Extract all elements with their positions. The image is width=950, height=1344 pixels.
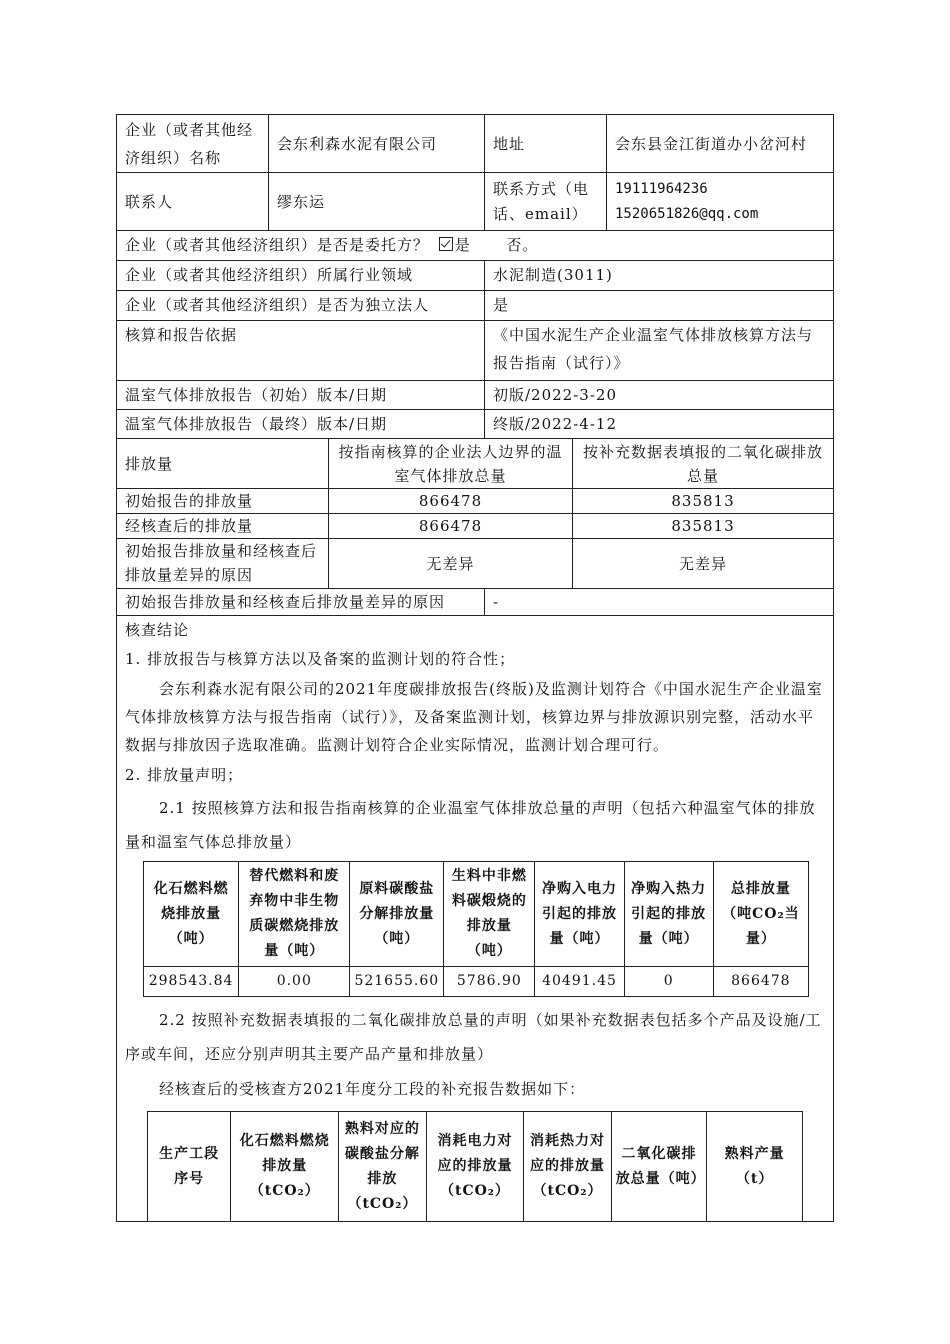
table22-header: 熟料产量（t） bbox=[707, 1112, 803, 1222]
org-value: 会东利森水泥有限公司 bbox=[277, 134, 438, 153]
initial-version-value: 初版/2022-3-20 bbox=[493, 386, 617, 404]
diff-col2: 无差异 bbox=[678, 554, 727, 573]
row-contact bbox=[117, 173, 833, 231]
table22-header: 熟料对应的碳酸盐分解排放（tCO₂） bbox=[339, 1112, 426, 1222]
table21-header: 原料碳酸盐分解排放量（吨） bbox=[350, 862, 444, 967]
emissions-breakdown-table bbox=[143, 861, 809, 997]
conclusion-title: 核查结论 bbox=[125, 621, 190, 639]
emissions-col2-header: 按补充数据表填报的二氧化碳排放总量 bbox=[582, 442, 823, 485]
entrusted-yes: 是 bbox=[454, 236, 471, 254]
industry-label: 企业（或者其他经济组织）所属行业领域 bbox=[125, 266, 414, 284]
conclusion-item1-body: 会东利森水泥有限公司的2021年度碳排放报告(终版)及监测计划符合《中国水泥生产企业温室气体排放核算方法与报告指南（试行）》，及备案监测计划，核算边界与排放源识别完整，活动水平数据与排放因子选取准确。监测计划符合企业实际情况，监测计划合理可行。 bbox=[125, 680, 823, 754]
verified-emissions-col2: 835813 bbox=[671, 517, 735, 535]
diff2-value: - bbox=[493, 593, 500, 611]
initial-emissions-label: 初始报告的排放量 bbox=[125, 492, 254, 510]
initial-emissions-col1: 866478 bbox=[418, 492, 483, 510]
table22-header: 生产工段序号 bbox=[148, 1112, 231, 1222]
row-initial-emissions bbox=[117, 489, 833, 514]
table22-header: 消耗热力对应的排放量（tCO₂） bbox=[524, 1112, 611, 1222]
row-final-version bbox=[117, 410, 833, 439]
table21-header: 化石燃料燃烧排放量（吨） bbox=[144, 862, 239, 967]
table21-cell: 40491.45 bbox=[535, 967, 624, 997]
table22-header: 二氧化碳排放总量（吨） bbox=[611, 1112, 707, 1222]
address-label: 地址 bbox=[493, 134, 526, 153]
row-emissions-header bbox=[117, 439, 833, 489]
industry-value: 水泥制造(3011) bbox=[493, 266, 613, 284]
emissions-col1-header: 按指南核算的企业法人边界的温室气体排放总量 bbox=[338, 442, 563, 485]
basis-value: 《中国水泥生产企业温室气体排放核算方法与报告指南（试行）》 bbox=[493, 326, 814, 372]
conclusion-item22-body: 经核查后的受核查方2021年度分工段的补充报告数据如下： bbox=[159, 1080, 586, 1098]
diff-col1: 无差异 bbox=[426, 554, 475, 573]
conclusion-item2: 2. 排放量声明； bbox=[125, 766, 244, 784]
diff-label: 初始报告排放量和经核查后排放量差异的原因 bbox=[125, 542, 318, 584]
legal-label: 企业（或者其他经济组织）是否为独立法人 bbox=[125, 296, 430, 314]
table21-value-row bbox=[144, 967, 809, 997]
phone-value: 19111964236 bbox=[615, 181, 708, 197]
final-version-label: 温室气体排放报告（最终）版本/日期 bbox=[125, 415, 388, 433]
entrusted-no: 否。 bbox=[506, 236, 539, 254]
table21-cell: 298543.84 bbox=[144, 967, 239, 997]
row-verified-emissions bbox=[117, 514, 833, 539]
row-diff-reason-2 bbox=[117, 589, 833, 616]
conclusion-item21: 2.1 按照核算方法和报告指南核算的企业温室气体排放总量的声明（包括六种温室气体的排放量和温室气体总排放量） bbox=[125, 799, 816, 851]
table21-header: 替代燃料和废弃物中非生物质碳燃烧排放量（吨） bbox=[239, 862, 350, 967]
table22-header: 化石燃料燃烧排放量（tCO₂） bbox=[231, 1112, 339, 1222]
contact-label: 联系人 bbox=[125, 192, 174, 211]
table21-header: 总排放量（吨CO₂当量） bbox=[713, 862, 808, 967]
row-diff-reason bbox=[117, 539, 833, 589]
table21-cell: 866478 bbox=[713, 967, 808, 997]
table22-header: 消耗电力对应的排放量（tCO₂） bbox=[426, 1112, 524, 1222]
verified-emissions-col1: 866478 bbox=[418, 517, 483, 535]
initial-emissions-col2: 835813 bbox=[671, 492, 735, 510]
address-value: 会东县金江街道办小岔河村 bbox=[615, 134, 808, 153]
emissions-label: 排放量 bbox=[125, 454, 174, 473]
table21-cell: 5786.90 bbox=[444, 967, 535, 997]
contact-value: 缪东运 bbox=[277, 192, 326, 211]
legal-value: 是 bbox=[493, 296, 510, 314]
row-initial-version bbox=[117, 381, 833, 410]
phone-label: 联系方式（电话、email） bbox=[493, 180, 590, 223]
table21-cell: 0 bbox=[624, 967, 713, 997]
org-label: 企业（或者其他经济组织）名称 bbox=[125, 120, 254, 167]
table22-header-row bbox=[148, 1112, 803, 1222]
conclusion-item1: 1. 排放报告与核算方法以及备案的监测计划的符合性； bbox=[125, 650, 516, 668]
conclusion-item22: 2.2 按照补充数据表填报的二氧化碳排放总量的声明（如果补充数据表包括多个产品及设施/工序或车间，还应分别声明其主要产品产量和排放量） bbox=[125, 1011, 822, 1063]
table21-header: 生料中非燃料碳煅烧的排放量（吨） bbox=[444, 862, 535, 967]
basis-label: 核算和报告依据 bbox=[125, 326, 238, 344]
report-frame bbox=[116, 114, 834, 1222]
row-industry bbox=[117, 261, 833, 291]
table21-cell: 0.00 bbox=[239, 967, 350, 997]
row-basis bbox=[117, 321, 833, 381]
diff2-label: 初始报告排放量和经核查后排放量差异的原因 bbox=[125, 593, 446, 611]
table21-header: 净购入热力引起的排放量（吨） bbox=[624, 862, 713, 967]
row-entrusted bbox=[117, 231, 833, 261]
final-version-value: 终版/2022-4-12 bbox=[493, 415, 617, 433]
initial-version-label: 温室气体排放报告（初始）版本/日期 bbox=[125, 386, 388, 404]
table21-cell: 521655.60 bbox=[350, 967, 444, 997]
checked-checkbox-icon bbox=[439, 237, 453, 251]
verified-emissions-label: 经核查后的排放量 bbox=[125, 517, 254, 535]
entrusted-question: 企业（或者其他经济组织）是否是委托方？ bbox=[125, 236, 430, 254]
email-value: 1520651826@qq.com bbox=[615, 206, 759, 222]
segment-data-table bbox=[147, 1111, 803, 1222]
table21-header-row bbox=[144, 862, 809, 967]
row-legal bbox=[117, 291, 833, 321]
row-org bbox=[117, 115, 833, 173]
table21-header: 净购入电力引起的排放量（吨） bbox=[535, 862, 624, 967]
